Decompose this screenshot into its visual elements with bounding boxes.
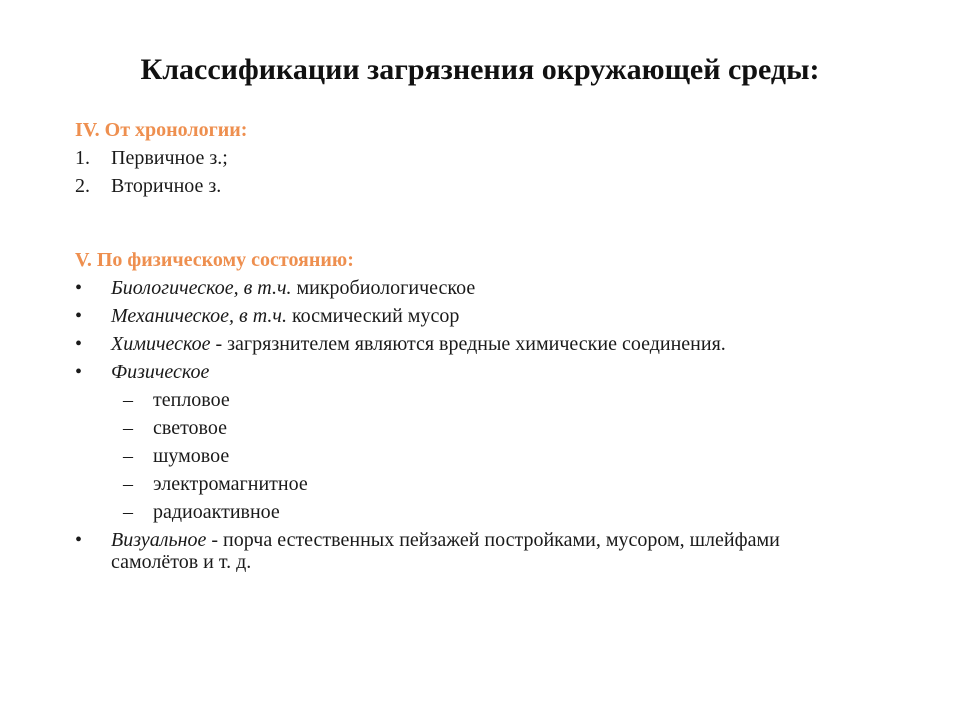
section-iv-heading: IV. От хронологии: — [75, 119, 248, 141]
sub-item-text: тепловое — [153, 389, 230, 411]
spacer — [75, 200, 895, 246]
slide-content — [75, 116, 895, 576]
bullet-icon: • — [75, 305, 83, 327]
sub-item-thermal — [75, 386, 895, 414]
sub-item-noise — [75, 442, 895, 470]
dash-marker: – — [123, 417, 133, 439]
item-text: Вторичное з. — [111, 175, 222, 197]
bullet-text — [75, 302, 895, 330]
item-description: космический мусор — [286, 305, 460, 327]
item-term: Биологическое, в т.ч. — [111, 277, 292, 299]
item-term: Механическое, в т.ч. — [111, 305, 287, 327]
item-description: - порча естественных пейзажей постройками, мусором, шлейфами самолётов и т. д. — [111, 529, 780, 573]
bullet-text — [75, 330, 895, 358]
item-term: Физическое — [111, 361, 210, 383]
sub-item-light — [75, 414, 895, 442]
sub-item-text: шумовое — [153, 445, 230, 467]
bullet-icon: • — [75, 361, 83, 383]
bullet-item-physical — [75, 358, 895, 386]
sub-item-electromagnetic — [75, 470, 895, 498]
section-v-heading: V. По физическому состоянию: — [75, 249, 354, 271]
item-description: микробиологическое — [291, 277, 476, 299]
sub-item-text: электромагнитное — [153, 473, 308, 495]
bullet-text — [75, 274, 895, 302]
bullet-text — [75, 358, 895, 386]
item-text: Первичное з.; — [111, 147, 228, 169]
item-term: Химическое — [111, 333, 211, 355]
bullet-item-visual — [75, 526, 895, 576]
bullet-item-chemical — [75, 330, 895, 358]
bullet-item-biological — [75, 274, 895, 302]
bullet-icon: • — [75, 529, 83, 551]
sub-item-text: радиоактивное — [153, 501, 280, 523]
sub-item-radioactive — [75, 498, 895, 526]
bullet-item-mechanical — [75, 302, 895, 330]
bullet-text — [75, 529, 811, 573]
bullet-icon: • — [75, 333, 83, 355]
item-number: 1. — [75, 147, 90, 169]
dash-marker: – — [123, 445, 133, 467]
item-description: - загрязнителем являются вредные химические соединения. — [210, 333, 726, 355]
dash-marker: – — [123, 389, 133, 411]
dash-marker: – — [123, 501, 133, 523]
item-term: Визуальное — [111, 529, 207, 551]
numbered-item — [75, 172, 895, 200]
numbered-item — [75, 144, 895, 172]
sub-item-text: световое — [153, 417, 227, 439]
slide-title: Классификации загрязнения окружающей среды: — [140, 53, 820, 86]
bullet-icon: • — [75, 277, 83, 299]
dash-marker: – — [123, 473, 133, 495]
item-number: 2. — [75, 175, 90, 197]
